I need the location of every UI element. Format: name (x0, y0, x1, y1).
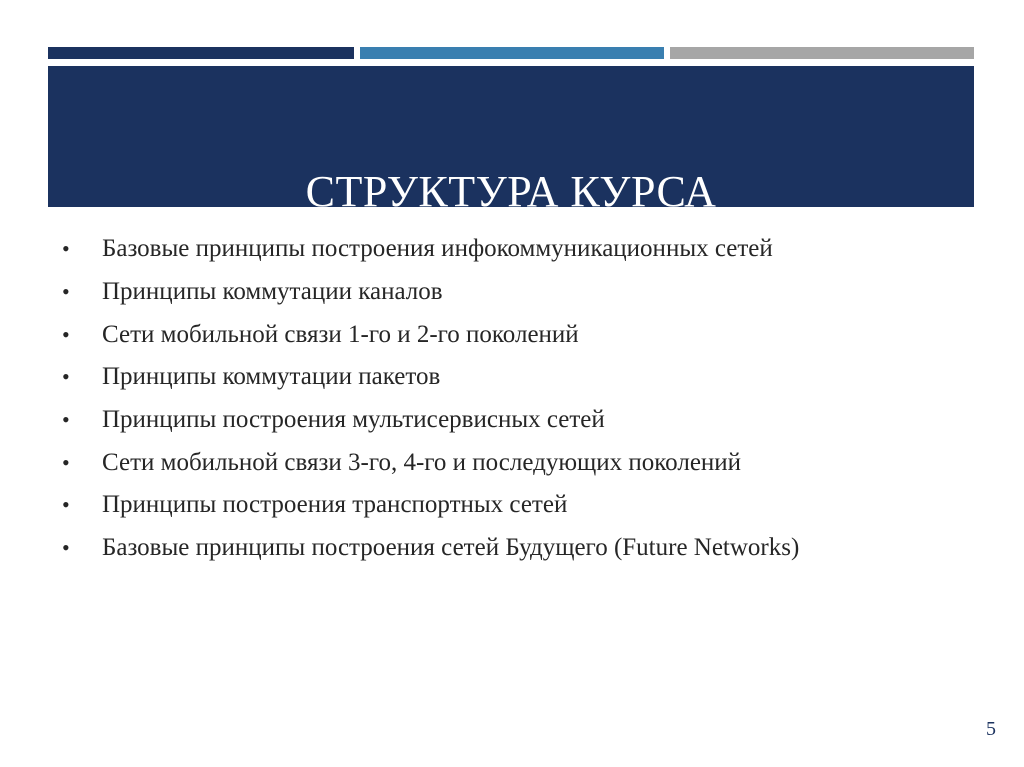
bullet-list (62, 228, 799, 570)
bullet-icon: • (62, 449, 70, 475)
header-stripe-navy (48, 47, 354, 59)
bullet-text: Сети мобильной связи 3-го, 4-го и последующих поколений (102, 448, 742, 476)
bullet-item (62, 313, 799, 356)
bullet-text: Принципы построения транспортных сетей (102, 491, 568, 519)
title-band (48, 66, 974, 216)
bullet-item (62, 356, 799, 399)
bullet-item (62, 228, 799, 271)
bullet-icon: • (62, 407, 70, 433)
header-stripe-gray (670, 47, 974, 59)
bullet-item (62, 527, 799, 570)
bullet-icon: • (62, 236, 70, 262)
bullet-item (62, 441, 799, 484)
bullet-icon: • (62, 535, 70, 561)
bullet-icon: • (62, 279, 70, 305)
bullet-text: Принципы коммутации каналов (102, 278, 443, 306)
header-stripe-blue (360, 47, 664, 59)
page-number: 5 (986, 718, 996, 740)
bullet-item (62, 399, 799, 442)
bullet-icon: • (62, 492, 70, 518)
bullet-icon: • (62, 364, 70, 390)
slide-title: СТРУКТУРА КУРСА (305, 167, 717, 216)
bullet-text: Принципы коммутации пакетов (102, 363, 441, 391)
bullet-item (62, 271, 799, 314)
bullet-text: Базовые принципы построения сетей Будущего (Future Networks) (102, 534, 800, 562)
bullet-icon: • (62, 321, 70, 347)
bullet-text: Сети мобильной связи 1-го и 2-го поколений (102, 320, 579, 348)
bullet-item (62, 484, 799, 527)
bullet-text: Принципы построения мультисервисных сетей (102, 406, 605, 434)
bullet-text: Базовые принципы построения инфокоммуникационных сетей (102, 235, 773, 263)
